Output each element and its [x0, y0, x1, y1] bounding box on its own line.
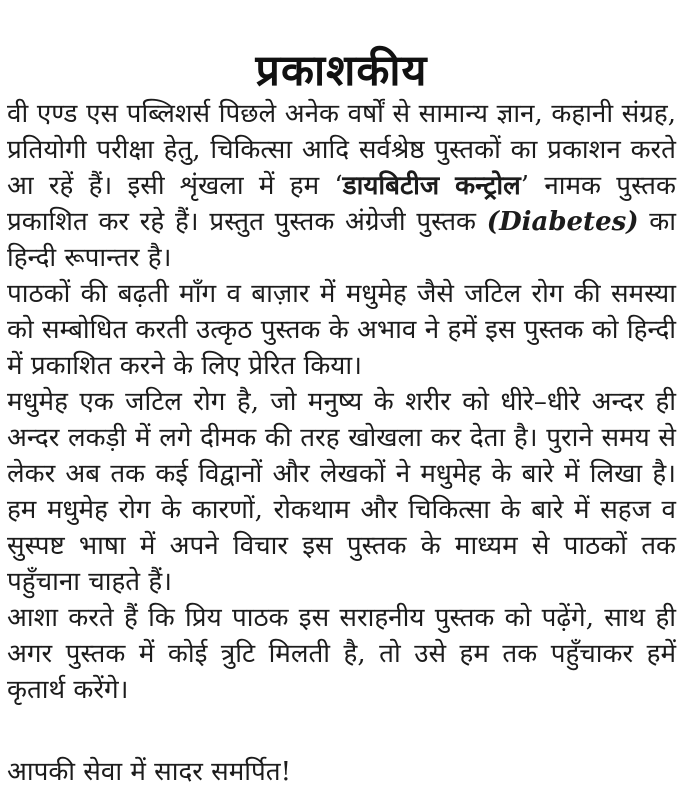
closing-dedication: आपकी सेवा में सादर समर्पित!	[7, 757, 292, 787]
paragraph-motivation: पाठकों की बढ़ती माँग व बाज़ार में मधुमेह जैसे जटिल रोग की समस्या को सम्बोधित करती उत्कृठ पुस्तक के अभाव ने हमें इस पुस्तक को हिन्दी में प्रकाशित करने के लिए प्रेरित किया।	[7, 279, 676, 381]
book-title-hindi: डायबिटीज कन्ट्रोल	[342, 171, 521, 201]
paragraph-1-text-after-english: का हिन्दी रूपान्तर है।	[7, 207, 676, 273]
paragraph-1-text-after-book: ’ नामक पुस्तक प्रकाशित कर रहे हैं। प्रस्तुत पुस्तक अंग्रेजी पुस्तक	[7, 171, 676, 237]
paragraph-1-text-before-book: वी एण्ड एस पब्लिशर्स पिछले अनेक वर्षों से सामान्य ज्ञान, कहानी संग्रह, प्रतियोगी परीक्षा हेतु, चिकित्सा आदि सर्वश्रेष्ठ पुस्तकों का प्रकाशन करते आ रहें हैं। इसी शृंखला में हम ‘	[7, 99, 676, 201]
paragraph-reader-request: आशा करते हैं कि प्रिय पाठक इस सराहनीय पुस्तक को पढ़ेंगे, साथ ही अगर पुस्तक में कोई त्रुटि मिलती है, तो उसे हम तक पहुँचाकर हमें कृतार्थ करेंगे।	[7, 603, 676, 705]
paragraph-publisher-intro	[7, 96, 676, 276]
book-title-english: (Diabetes)	[486, 207, 639, 237]
page-title: प्रकाशकीय	[255, 46, 428, 96]
paragraph-disease-description: मधुमेह एक जटिल रोग है, जो मनुष्य के शरीर को धीरे–धीरे अन्दर ही अन्दर लकड़ी में लगे दीमक की तरह खोखला कर देता है। पुराने समय से लेकर अब तक कई विद्वानों और लेखकों ने मधुमेह के बारे में लिखा है। हम मधुमेह रोग के कारणों, रोकथाम और चिकित्सा के बारे में सहज व सुस्पष्ट भाषा में अपने विचार इस पुस्तक के माध्यम से पाठकों तक पहुँचाना चाहते हैं।	[7, 387, 676, 597]
